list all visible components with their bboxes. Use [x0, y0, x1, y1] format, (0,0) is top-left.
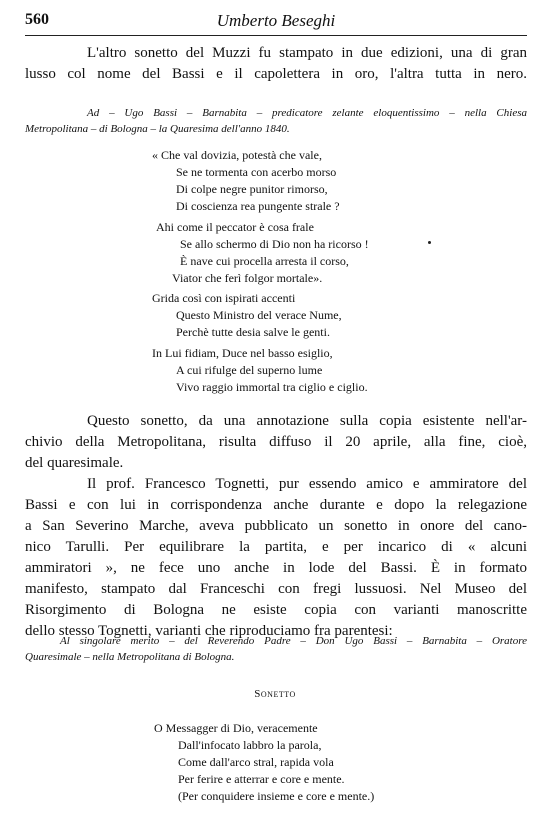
verse-line: O Messagger di Dio, veracemente — [154, 721, 318, 735]
intro-paragraph — [25, 43, 527, 85]
verse-line: Dall'infocato labbro la parola, — [178, 738, 322, 752]
verse-line: Se ne tormenta con acerbo morso — [176, 165, 337, 179]
text-line: manifesto, stampato dal Franceschi con fregi lussuosi. Nel Museo del — [25, 581, 527, 597]
verse-line: Di colpe negre punitor rimorso, — [176, 182, 328, 196]
text-line: L'altro sonetto del Muzzi fu stampato in due edizioni, una di gran — [87, 45, 527, 61]
dedication — [25, 105, 527, 137]
text-line: lusso col nome del Bassi e il capolettera in oro, l'altra tutta in nero. — [25, 66, 527, 82]
verse-line: Ahi come il peccator è cosa frale — [156, 220, 314, 234]
text-line: dello stesso Tognetti, varianti che riproduciamo fra parentesi: — [25, 623, 393, 639]
stanza — [156, 219, 369, 287]
dedication-line: Quaresimale – nella Metropolitana di Bologna. — [25, 651, 235, 663]
stanza — [154, 720, 374, 805]
sonnet-title: Sonetto — [254, 688, 296, 700]
verse-line: Di coscienza rea pungente strale ? — [176, 199, 340, 213]
dedication-line: Al singolare merito – del Reverendo Padre – Don Ugo Bassi – Barnabita – Oratore — [60, 635, 527, 647]
dedication-line: Metropolitana – di Bologna – la Quaresima dell'anno 1840. — [25, 123, 290, 135]
verse-line: « Che val dovizia, potestà che vale, — [152, 148, 322, 162]
text-line: Questo sonetto, da una annotazione sulla copia esistente nell'ar- — [87, 413, 527, 429]
page-header — [25, 11, 527, 33]
stanza — [152, 147, 340, 215]
stanza — [152, 290, 342, 341]
text-line: Risorgimento di Bologna ne esiste copia con varianti manoscritte — [25, 602, 527, 618]
verse-line: (Per conquidere insieme e core e mente.) — [178, 789, 375, 803]
page-number: 560 — [25, 11, 49, 28]
verse-line: In Lui fidiam, Duce nel basso esiglio, — [152, 346, 333, 360]
header-rule — [25, 35, 527, 36]
verse-line: Perchè tutte desia salve le genti. — [176, 325, 330, 339]
verse-line: È nave cui procella arresta il corso, — [180, 254, 349, 268]
text-line: Il prof. Francesco Tognetti, pur essendo amico e ammiratore del — [87, 476, 527, 492]
printing-speck — [428, 241, 431, 244]
text-line: del quaresimale. — [25, 455, 124, 471]
verse-line: Viator che ferì folgor mortale». — [172, 271, 323, 285]
verse-line: Questo Ministro del verace Nume, — [176, 308, 342, 322]
verse-line: A cui rifulge del superno lume — [176, 363, 323, 377]
text-line: nico Tarulli. Per equilibrare la partita, e per incarico di « alcuni — [25, 539, 527, 555]
verse-line: Grida così con ispirati accenti — [152, 291, 296, 305]
verse-line: Come dall'arco stral, rapida vola — [178, 755, 334, 769]
stanza — [152, 345, 368, 396]
verse-line: Vivo raggio immortal tra ciglio e ciglio. — [176, 380, 368, 394]
text-line: ammiratori », ne fece uno anche in lode del Bassi. È in formato — [25, 560, 527, 576]
running-head: Umberto Beseghi — [216, 11, 336, 30]
text-line: a San Severino Marche, aveva pubblicato un sonetto in onore del cano- — [25, 518, 527, 534]
dedication — [25, 633, 527, 665]
text-line: Bassi e con lui in corrispondenza anche durante e dopo la relegazione — [25, 497, 527, 513]
dedication-line: Ad – Ugo Bassi – Barnabita – predicatore zelante eloquentissimo – nella Chiesa — [87, 107, 527, 119]
body-paragraph — [25, 411, 527, 474]
text-line: chivio della Metropolitana, risulta diffuso il 20 aprile, alla fine, cioè, — [25, 434, 527, 450]
verse-line: Per ferire e atterrar e core e mente. — [178, 772, 345, 786]
verse-line: Se allo schermo di Dio non ha ricorso ! — [180, 237, 369, 251]
body-paragraph — [25, 474, 527, 642]
